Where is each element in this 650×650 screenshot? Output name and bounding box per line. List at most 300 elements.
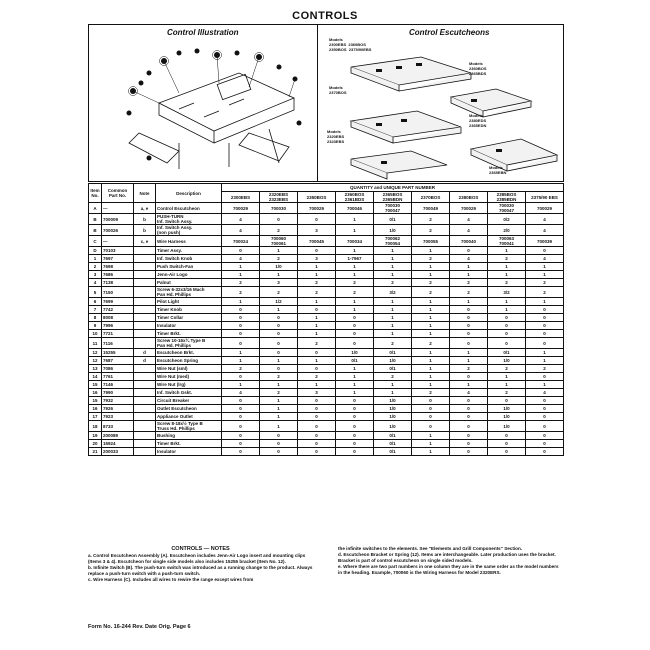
quantity-cell: 0 (412, 413, 450, 421)
part-no-cell: 700009 (102, 214, 134, 225)
quantity-cell: 1 (412, 306, 450, 314)
quantity-cell: 1 (412, 381, 450, 389)
quantity-cell: 3 (260, 279, 298, 287)
quantity-cell: 0 (526, 440, 564, 448)
quantity-cell: 700034 (336, 236, 374, 247)
quantity-cell: 1 (336, 365, 374, 373)
parts-table (88, 183, 564, 456)
quantity-cell: 1 (412, 448, 450, 456)
quantity-cell: 2 (222, 279, 260, 287)
quantity-cell: 2 (412, 279, 450, 287)
table-row (89, 365, 564, 373)
quantity-cell: 0 (336, 322, 374, 330)
quantity-cell: 1/0 (488, 405, 526, 413)
quantity-cell: 1 (298, 322, 336, 330)
quantity-cell: 0 (336, 440, 374, 448)
quantity-cell: 2 (374, 373, 412, 381)
note-cell: b (134, 225, 156, 236)
quantity-cell: 0 (450, 247, 488, 255)
table-row (89, 263, 564, 271)
header-quantity: QUANTITY and UNIQUE PART NUMBER (222, 184, 564, 192)
item-no-cell: 5 (89, 287, 102, 298)
quantity-cell: 0 (526, 338, 564, 349)
quantity-cell: 0 (298, 432, 336, 440)
part-no-cell: 7146 (102, 381, 134, 389)
quantity-cell: 0 (412, 405, 450, 413)
note-cell (134, 389, 156, 397)
quantity-cell: 1 (412, 322, 450, 330)
part-no-cell: 70103 (102, 247, 134, 255)
quantity-cell: 1 (412, 365, 450, 373)
quantity-cell: 0 (260, 365, 298, 373)
quantity-cell: 2 (412, 338, 450, 349)
quantity-cell: 0 (260, 214, 298, 225)
quantity-cell: 2 (222, 365, 260, 373)
table-row (89, 421, 564, 432)
part-no-cell: 7086 (102, 365, 134, 373)
quantity-cell: 0 (450, 314, 488, 322)
item-no-cell: 15 (89, 381, 102, 389)
quantity-cell: 0 (488, 448, 526, 456)
header-description: Description (156, 184, 222, 203)
quantity-cell: 0 (526, 330, 564, 338)
model-header: 2320EBS 2323EBS (260, 192, 298, 203)
note-cell (134, 298, 156, 306)
quantity-cell: 1 (488, 247, 526, 255)
quantity-cell: 2 (298, 373, 336, 381)
item-no-cell: 18 (89, 421, 102, 432)
quantity-cell: 1/0 (374, 421, 412, 432)
quantity-cell: 0 (526, 373, 564, 381)
table-row (89, 373, 564, 381)
quantity-cell: 0 (222, 432, 260, 440)
quantity-cell: 1 (412, 349, 450, 357)
quantity-cell: 0 (298, 306, 336, 314)
note-cell (134, 397, 156, 405)
quantity-cell: 1 (374, 389, 412, 397)
quantity-cell: 2 (336, 279, 374, 287)
quantity-cell: 1/0 (374, 397, 412, 405)
quantity-cell: 1 (374, 271, 412, 279)
quantity-cell: 0 (336, 338, 374, 349)
quantity-cell: 4 (526, 225, 564, 236)
note-c-cont: the infinite switches to the elements. See "Elements and Grill Components" Section. (338, 546, 523, 551)
description-cell: Pilot Light (156, 298, 222, 306)
table-row (89, 357, 564, 365)
quantity-cell: 0 (222, 440, 260, 448)
part-no-cell: 7990 (102, 389, 134, 397)
model-header: 2370BOS (412, 192, 450, 203)
quantity-cell: 0/2 (488, 214, 526, 225)
notes-heading: CONTROLS — NOTES (171, 546, 230, 552)
quantity-cell: 1/0 (336, 349, 374, 357)
description-cell: Insulator (156, 322, 222, 330)
quantity-cell: 700060 700061 (260, 236, 298, 247)
part-no-cell: 7698 (102, 263, 134, 271)
quantity-cell: 1 (222, 349, 260, 357)
quantity-cell: 0/1 (374, 432, 412, 440)
quantity-cell: 700055 (412, 236, 450, 247)
quantity-cell: 0 (412, 421, 450, 432)
quantity-cell: 0 (526, 314, 564, 322)
quantity-cell: 0 (488, 432, 526, 440)
quantity-cell: 4 (450, 225, 488, 236)
item-no-cell: 6 (89, 298, 102, 306)
description-cell: Wire Nut (lrg) (156, 381, 222, 389)
quantity-cell: 1 (298, 271, 336, 279)
escutcheon-label: Models 2365EBN (489, 165, 507, 175)
item-no-cell: 17 (89, 413, 102, 421)
note-cell: b (134, 214, 156, 225)
item-no-cell: 19 (89, 432, 102, 440)
note-cell (134, 373, 156, 381)
quantity-cell: 1/0 (488, 357, 526, 365)
note-cell (134, 338, 156, 349)
quantity-cell: 700029 (298, 203, 336, 214)
quantity-cell: 1 (488, 373, 526, 381)
part-no-cell: 7926 (102, 405, 134, 413)
item-no-cell: 1 (89, 255, 102, 263)
quantity-cell: 1 (336, 271, 374, 279)
quantity-cell: 0 (298, 247, 336, 255)
quantity-cell: 0 (526, 247, 564, 255)
description-cell: Escutcheon Spring (156, 357, 222, 365)
quantity-cell: 0 (450, 440, 488, 448)
quantity-cell: 0 (450, 421, 488, 432)
quantity-cell: 2 (526, 287, 564, 298)
part-no-cell: 7699 (102, 298, 134, 306)
table-row (89, 298, 564, 306)
quantity-cell: 0 (222, 247, 260, 255)
quantity-cell: 1 (222, 271, 260, 279)
quantity-cell: 1 (374, 247, 412, 255)
quantity-cell: 2 (412, 255, 450, 263)
model-header: 2380BOS (450, 192, 488, 203)
quantity-cell: 0 (526, 405, 564, 413)
quantity-cell: 0 (488, 338, 526, 349)
quantity-cell: 1 (374, 330, 412, 338)
quantity-cell: 4 (222, 214, 260, 225)
illustration-panel (88, 24, 564, 182)
quantity-cell: 0 (298, 413, 336, 421)
part-no-cell: 7923 (102, 413, 134, 421)
quantity-cell: 2 (374, 338, 412, 349)
part-no-cell: — (102, 203, 134, 214)
item-no-cell: 16 (89, 405, 102, 413)
quantity-cell: 1 (374, 263, 412, 271)
quantity-cell: 1 (526, 381, 564, 389)
quantity-cell: 1/0 (488, 421, 526, 432)
quantity-cell: 3 (298, 255, 336, 263)
quantity-cell: 1/0 (374, 405, 412, 413)
quantity-cell: 1 (412, 263, 450, 271)
item-no-cell: 7 (89, 306, 102, 314)
item-no-cell: C (89, 236, 102, 247)
description-cell: Insulator (156, 448, 222, 456)
table-row (89, 322, 564, 330)
quantity-cell: 1/0 (488, 413, 526, 421)
quantity-cell: 1 (336, 214, 374, 225)
quantity-cell: 1/2 (260, 298, 298, 306)
description-cell: Palnut (156, 279, 222, 287)
parts-table-body (89, 203, 564, 456)
note-cell (134, 365, 156, 373)
quantity-cell: 2 (526, 365, 564, 373)
part-no-cell: 7761 (102, 373, 134, 381)
item-no-cell: 12 (89, 357, 102, 365)
quantity-cell: 2 (222, 287, 260, 298)
panel-divider (317, 25, 318, 181)
model-header: 2385BOS 2385BDN (488, 192, 526, 203)
quantity-cell: 2 (260, 255, 298, 263)
quantity-cell: 2 (488, 365, 526, 373)
quantity-cell: 1 (222, 357, 260, 365)
quantity-cell: 1 (298, 357, 336, 365)
quantity-cell: 4 (526, 255, 564, 263)
note-cell (134, 271, 156, 279)
quantity-cell: 3/2 (374, 287, 412, 298)
escutcheon-label: Models 2320EBS 2323EBS (327, 129, 345, 144)
note-cell (134, 440, 156, 448)
exploded-parts-drawing (119, 43, 309, 175)
quantity-cell: 2/0 (488, 225, 526, 236)
quantity-cell: 1 (488, 298, 526, 306)
note-cell (134, 448, 156, 456)
quantity-cell: 0 (260, 448, 298, 456)
quantity-cell: 1 (336, 263, 374, 271)
table-row (89, 432, 564, 440)
note-cell (134, 432, 156, 440)
description-cell: Push Switch-Fan (156, 263, 222, 271)
quantity-cell: 700030 (260, 203, 298, 214)
quantity-cell: 0/1 (374, 349, 412, 357)
table-row (89, 349, 564, 357)
quantity-cell: 3 (298, 389, 336, 397)
table-row (89, 306, 564, 314)
quantity-cell: 700063 700041 (488, 236, 526, 247)
quantity-cell: 2 (260, 373, 298, 381)
table-row (89, 338, 564, 349)
table-row (89, 255, 564, 263)
table-row (89, 287, 564, 298)
quantity-cell: 700024 (222, 236, 260, 247)
quantity-cell: 700029 (450, 203, 488, 214)
item-no-cell: 2 (89, 263, 102, 271)
item-no-cell: 8 (89, 314, 102, 322)
model-header: 2375/90 EBS (526, 192, 564, 203)
quantity-cell: 0 (222, 322, 260, 330)
table-row (89, 236, 564, 247)
quantity-cell: 0 (260, 440, 298, 448)
quantity-cell: 0 (222, 314, 260, 322)
quantity-cell: 0 (222, 330, 260, 338)
description-cell: Timer Brkt. (156, 330, 222, 338)
escutcheon-drawings (321, 39, 563, 181)
table-row (89, 381, 564, 389)
table-row (89, 397, 564, 405)
description-cell: Wire Harness (156, 236, 222, 247)
quantity-cell: 0 (222, 448, 260, 456)
description-cell: Bushing (156, 432, 222, 440)
note-cell (134, 322, 156, 330)
quantity-cell: 0 (298, 405, 336, 413)
quantity-cell: 1/0 (374, 413, 412, 421)
quantity-cell: 0 (298, 440, 336, 448)
quantity-cell: 1 (222, 263, 260, 271)
quantity-cell: 2 (412, 214, 450, 225)
header-common-part: Common Part No. (102, 184, 134, 203)
quantity-cell: 2 (298, 287, 336, 298)
description-cell: Wire Nut (med) (156, 373, 222, 381)
quantity-cell: 700040 (450, 236, 488, 247)
quantity-cell: 0 (222, 397, 260, 405)
quantity-cell: 1 (412, 330, 450, 338)
quantity-cell: 700030 700047 (488, 203, 526, 214)
quantity-cell: 1 (450, 381, 488, 389)
quantity-cell: 1 (260, 397, 298, 405)
table-row (89, 247, 564, 255)
part-no-cell: 8008 (102, 314, 134, 322)
part-no-cell: 8733 (102, 421, 134, 432)
quantity-cell: 700046 (336, 203, 374, 214)
quantity-cell: 1 (526, 357, 564, 365)
note-cell (134, 263, 156, 271)
quantity-cell: 700030 700047 (374, 203, 412, 214)
table-row (89, 330, 564, 338)
model-header: 2300EBS (222, 192, 260, 203)
note-cell (134, 413, 156, 421)
quantity-cell: 0 (222, 421, 260, 432)
quantity-cell: 0 (526, 413, 564, 421)
quantity-cell: 0 (526, 306, 564, 314)
note-cell: d (134, 357, 156, 365)
quantity-cell: 1 (298, 381, 336, 389)
description-cell: Timer Assy. (156, 247, 222, 255)
quantity-cell: 1 (374, 322, 412, 330)
quantity-cell: 0 (526, 421, 564, 432)
description-cell: Timer Knob (156, 306, 222, 314)
quantity-cell: 1 (488, 263, 526, 271)
quantity-cell: 0 (260, 314, 298, 322)
description-cell: Escutcheon Brkt. (156, 349, 222, 357)
note-cell (134, 421, 156, 432)
quantity-cell: 700045 (298, 236, 336, 247)
note-cell (134, 306, 156, 314)
quantity-cell: 1 (260, 357, 298, 365)
quantity-cell: 700062 700054 (374, 236, 412, 247)
quantity-cell: 1 (374, 381, 412, 389)
quantity-cell: 0/1 (374, 365, 412, 373)
quantity-cell: 1 (412, 432, 450, 440)
quantity-cell: 1 (260, 306, 298, 314)
quantity-cell: 0/1 (374, 448, 412, 456)
escutcheon-label: Models 2380EDS 2365EDN (469, 113, 487, 128)
note-cell: a, e (134, 203, 156, 214)
note-cell (134, 279, 156, 287)
description-cell: Screw 6-32x3/16 Mach Pan Hd. Phillips (156, 287, 222, 298)
note-b: b. Infinite Switch (B). The push-turn switch was introduced as a running change to the product. Always replace a push-turn switch with a push-turn switch. (88, 565, 313, 576)
quantity-cell: 0 (450, 432, 488, 440)
quantity-cell: 0 (298, 397, 336, 405)
quantity-cell: 1 (374, 314, 412, 322)
quantity-cell: 1 (450, 349, 488, 357)
item-no-cell: 9 (89, 322, 102, 330)
quantity-cell: 2 (260, 225, 298, 236)
quantity-cell: 0 (450, 397, 488, 405)
quantity-cell: 1 (336, 381, 374, 389)
quantity-cell: 2 (412, 389, 450, 397)
quantity-cell: 0 (526, 322, 564, 330)
quantity-cell: 0 (450, 322, 488, 330)
quantity-cell: 0 (450, 306, 488, 314)
quantity-cell: 0 (222, 373, 260, 381)
quantity-cell: 0 (298, 421, 336, 432)
quantity-cell: 1 (260, 271, 298, 279)
quantity-cell: 0 (260, 349, 298, 357)
note-cell (134, 314, 156, 322)
description-cell: Circuit Breaker (156, 397, 222, 405)
note-cell (134, 330, 156, 338)
quantity-cell: 1 (412, 271, 450, 279)
quantity-cell: 0 (488, 397, 526, 405)
quantity-cell: 2 (488, 279, 526, 287)
note-cell (134, 381, 156, 389)
quantity-cell: 1 (488, 271, 526, 279)
page-title: CONTROLS (292, 10, 358, 22)
table-row (89, 203, 564, 214)
note-cell (134, 287, 156, 298)
notes-left-column (88, 546, 313, 583)
quantity-cell: 1 (336, 306, 374, 314)
quantity-cell: 2 (488, 255, 526, 263)
item-no-cell: 14 (89, 373, 102, 381)
quantity-cell: 2 (526, 279, 564, 287)
control-escutcheons-title: Control Escutcheons (409, 28, 490, 37)
quantity-cell: 2 (488, 389, 526, 397)
quantity-cell: 0 (526, 448, 564, 456)
quantity-cell: 0 (298, 365, 336, 373)
part-no-cell: 7686 (102, 271, 134, 279)
quantity-cell: 1 (412, 247, 450, 255)
quantity-cell: 4 (526, 389, 564, 397)
quantity-cell: 0 (260, 432, 298, 440)
item-no-cell: 3 (89, 271, 102, 279)
item-no-cell: D (89, 247, 102, 255)
quantity-cell: 1 (488, 381, 526, 389)
quantity-cell: 1 (336, 389, 374, 397)
part-no-cell: 200033 (102, 448, 134, 456)
description-cell: Outlet Escutcheon (156, 405, 222, 413)
part-no-cell: 7721 (102, 330, 134, 338)
quantity-cell: 2 (260, 389, 298, 397)
quantity-cell: 4 (222, 225, 260, 236)
quantity-cell: 1 (336, 247, 374, 255)
quantity-cell: 2 (298, 279, 336, 287)
quantity-cell: 1 (298, 330, 336, 338)
quantity-cell: 1 (336, 225, 374, 236)
description-cell: Jenn-Air Logo (156, 271, 222, 279)
quantity-cell: 700029 (526, 203, 564, 214)
quantity-cell: 0 (222, 405, 260, 413)
quantity-cell: 1 (412, 373, 450, 381)
part-no-cell: 7932 (102, 397, 134, 405)
quantity-cell: 1 (374, 306, 412, 314)
item-no-cell: 10 (89, 330, 102, 338)
quantity-cell: 2 (260, 287, 298, 298)
quantity-cell: 1 (488, 306, 526, 314)
quantity-cell: 0 (450, 373, 488, 381)
quantity-cell: 1 (412, 314, 450, 322)
